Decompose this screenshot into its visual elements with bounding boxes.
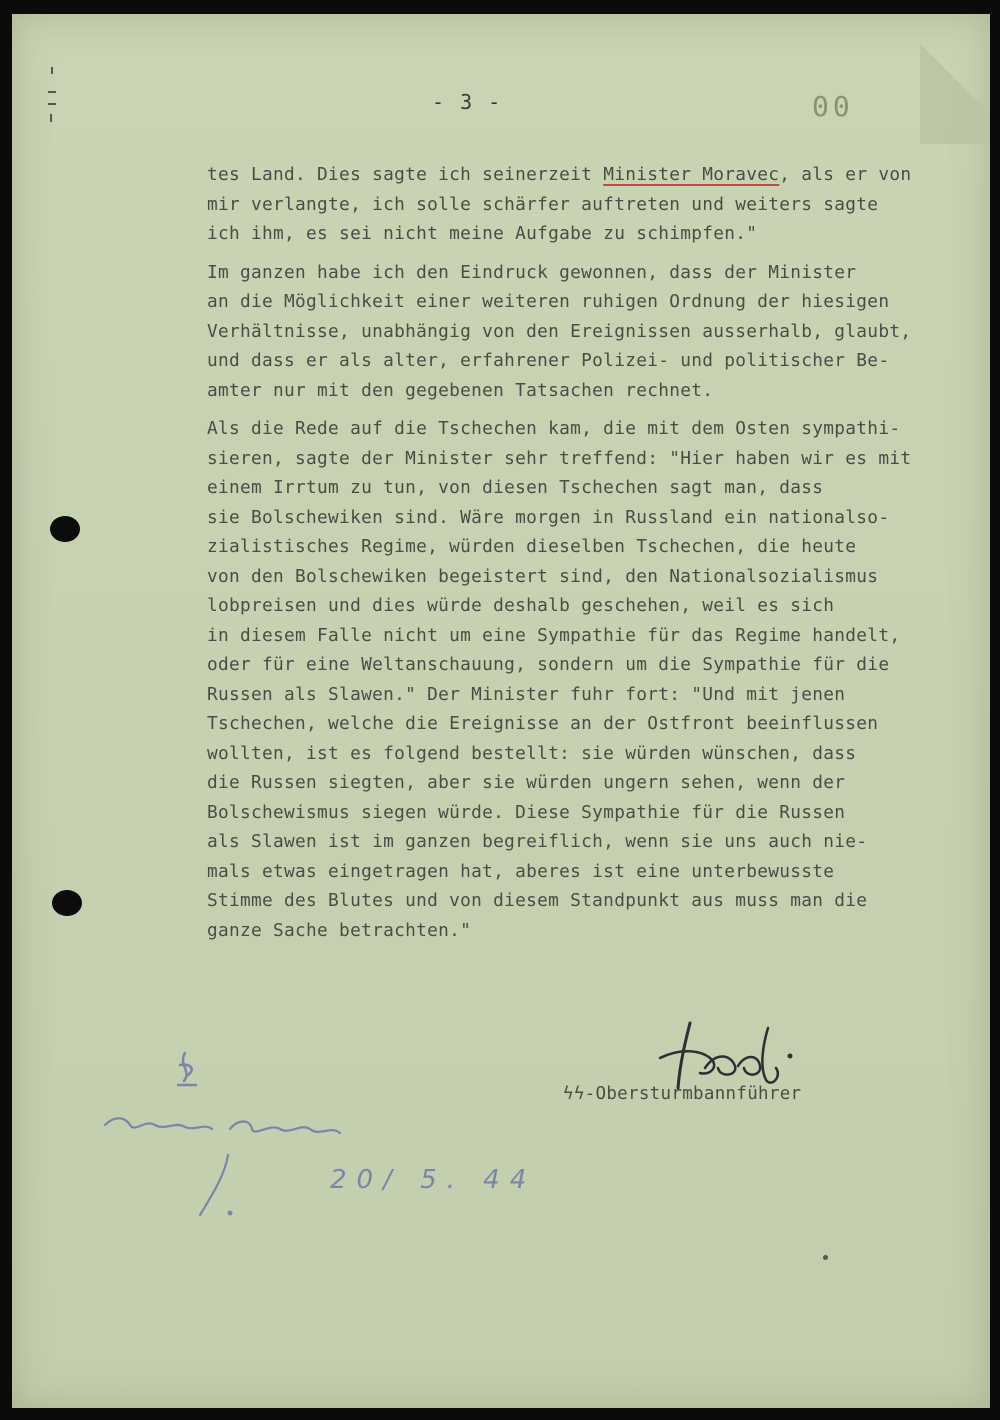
text-line: zialistisches Regime, würden dieselben Tschechen, die heute — [207, 536, 857, 557]
text-line: in diesem Falle nicht um eine Sympathie für das Regime handelt, — [207, 624, 901, 646]
text-line: Als die Rede auf die Tschechen kam, die mit dem Osten sympathi- — [207, 418, 901, 439]
text-line: wollten, ist es folgend bestellt: sie würden wünschen, dass — [207, 742, 857, 764]
page-number: - 3 - — [432, 90, 503, 114]
text-line: ganze Sache betrachten." — [207, 919, 472, 941]
folded-corner — [920, 14, 990, 144]
text-line: Tschechen, welche die Ereignisse an der Ostfront beeinflussen — [207, 713, 879, 734]
text-line: Im ganzen habe ich den Eindruck gewonnen, dass der Minister — [207, 261, 857, 283]
text-line: an die Möglichkeit einer weiteren ruhigen Ordnung der hiesigen — [207, 291, 890, 312]
text-line: Verhältnisse, unabhängig von den Ereignissen ausserhalb, glaubt, — [207, 320, 912, 342]
rank-title: ϟϟ-Obersturmbannführer — [563, 1084, 802, 1104]
text-line: die Russen siegten, aber sie würden ungern sehen, wenn der — [207, 772, 846, 793]
handwritten-date: 20/ 5. 44 — [330, 1165, 537, 1195]
paragraph — [207, 258, 977, 406]
text-line: mir verlangte, ich solle schärfer auftreten und weiters sagte — [207, 193, 879, 215]
pencil-annotation — [100, 1045, 560, 1225]
punch-hole-bottom — [52, 890, 82, 916]
text-line: als Slawen ist im ganzen begreiflich, wenn sie uns auch nie- — [207, 831, 868, 852]
paragraph — [207, 160, 977, 249]
text-line: sieren, sagte der Minister sehr treffend: "Hier haben wir es mit — [207, 447, 912, 469]
text-line: oder für eine Weltanschauung, sondern um die Sympathie für die — [207, 654, 890, 675]
text-line: amter nur mit den gegebenen Tatsachen rechnet. — [207, 379, 714, 401]
margin-marks — [42, 62, 58, 132]
body-text — [207, 160, 977, 954]
text-line: mals etwas eingetragen hat, aberes ist eine unterbewusste — [207, 860, 835, 882]
text-line: lobpreisen und dies würde deshalb geschehen, weil es sich — [207, 595, 835, 616]
paragraph — [207, 414, 977, 945]
text-line: und dass er als alter, erfahrener Polizei- und politischer Be- — [207, 350, 890, 371]
punch-hole-top — [50, 516, 80, 542]
text-line: Bolschewismus siegen würde. Diese Sympathie für die Russen — [207, 801, 846, 823]
text-line: tes Land. Dies sagte ich seinerzeit Minister Moravec, als er von — [207, 164, 912, 185]
text-line: einem Irrtum zu tun, von diesen Tschechen sagt man, dass — [207, 477, 824, 498]
text-line: Russen als Slawen." Der Minister fuhr fort: "Und mit jenen — [207, 683, 846, 705]
stamp-mark: 00 — [812, 90, 854, 123]
text-line: ich ihm, es sei nicht meine Aufgabe zu schimpfen." — [207, 223, 758, 244]
text-line: sie Bolschewiken sind. Wäre morgen in Russland ein nationalso- — [207, 506, 890, 528]
underlined-phrase: Minister Moravec — [603, 164, 780, 185]
ink-dot — [823, 1255, 828, 1260]
text-line: Stimme des Blutes und von diesem Standpunkt aus muss man die — [207, 890, 868, 911]
text-line: von den Bolschewiken begeistert sind, den Nationalsozialismus — [207, 565, 879, 587]
